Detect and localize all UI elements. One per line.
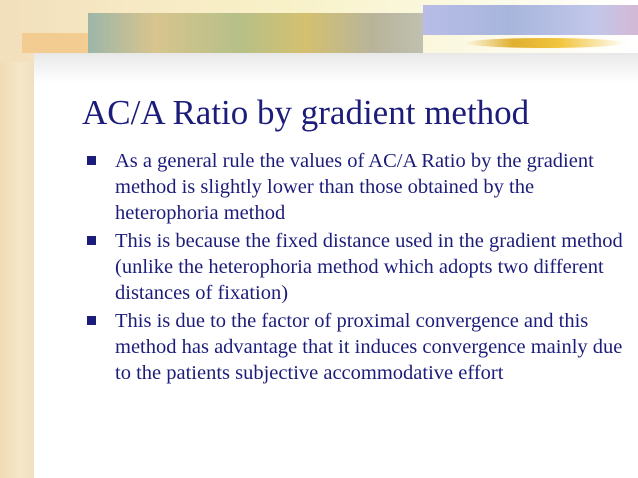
square-bullet-icon [87, 236, 96, 245]
square-bullet-icon [87, 156, 96, 165]
decor-flowers-band [423, 5, 638, 35]
bullet-list [84, 148, 624, 388]
parchment-left-border [0, 0, 34, 478]
bullet-text: As a general rule the values of AC/A Ratio by the gradient method is slightly lower than those obtained by the heterophoria method [115, 150, 594, 224]
bullet-item [84, 228, 624, 306]
bullet-text: This is due to the factor of proximal convergence and this method has advantage that it induces convergence mainly due to the patients subjective accommodative effort [115, 310, 623, 384]
decor-wheat [465, 38, 625, 48]
decor-leaves-band [88, 13, 423, 53]
bullet-item [84, 308, 624, 386]
bullet-item [84, 148, 624, 226]
square-bullet-icon [87, 316, 96, 325]
slide-title: AC/A Ratio by gradient method [82, 93, 530, 132]
bullet-text: This is because the fixed distance used in the gradient method (unlike the heterophoria method which adopts two different distances of fixation) [115, 230, 623, 304]
header-shadow [34, 53, 638, 83]
